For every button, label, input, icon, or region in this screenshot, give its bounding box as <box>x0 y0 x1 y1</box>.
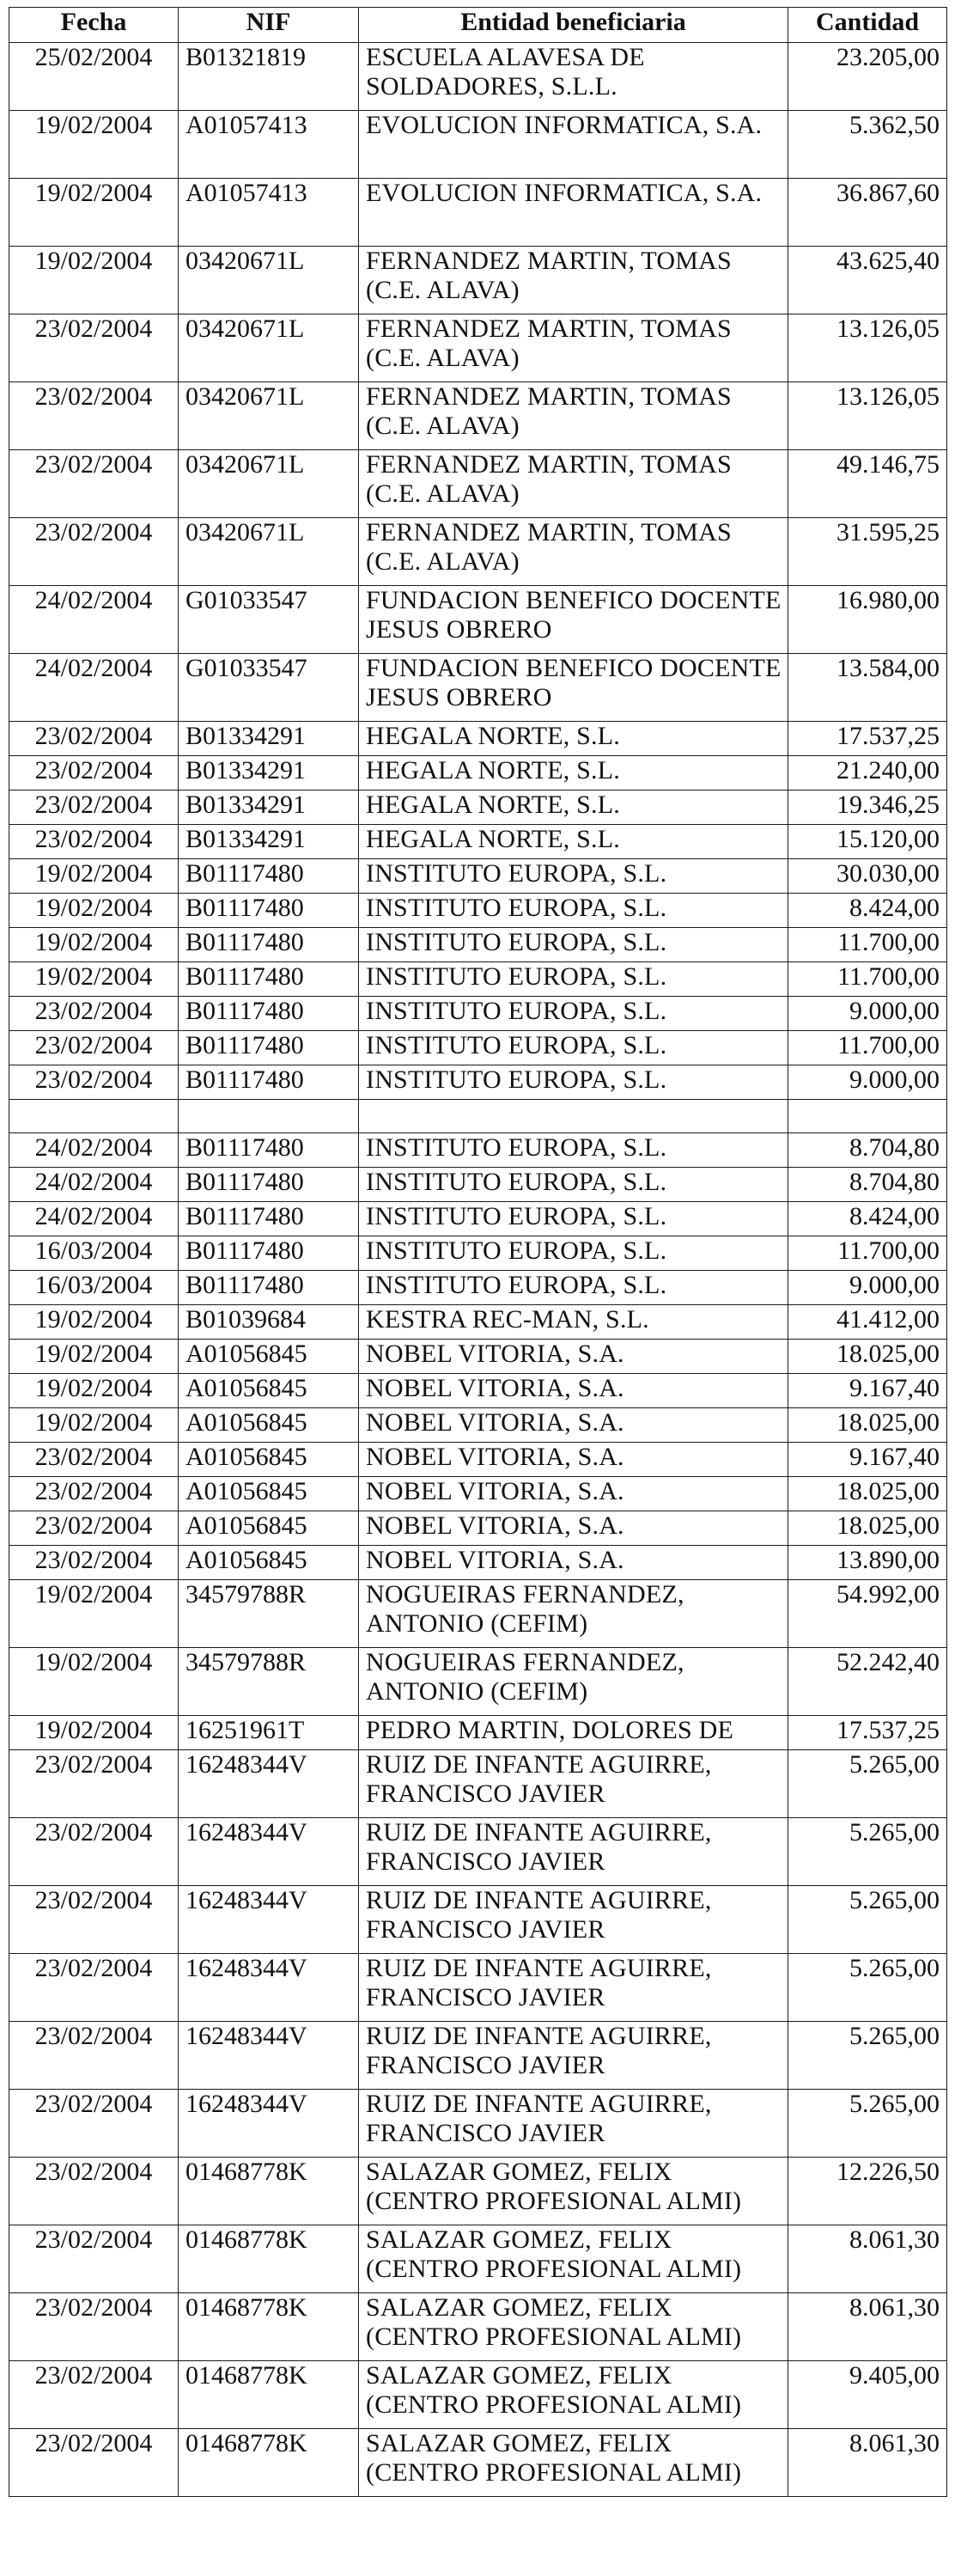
cell-cantidad: 31.595,25 <box>788 518 947 586</box>
cell-fecha <box>9 1100 179 1133</box>
cell-cantidad: 5.265,00 <box>788 2090 947 2158</box>
cell-fecha: 19/02/2004 <box>9 111 179 179</box>
cell-entidad: HEGALA NORTE, S.L. <box>359 756 788 791</box>
cell-cantidad: 11.700,00 <box>788 962 947 997</box>
cell-cantidad: 8.704,80 <box>788 1133 947 1168</box>
grants-table <box>9 7 947 2497</box>
cell-nif: 01468778K <box>179 2158 359 2225</box>
cell-nif: A01057413 <box>179 179 359 247</box>
cell-fecha: 24/02/2004 <box>9 654 179 722</box>
cell-nif: 01468778K <box>179 2361 359 2429</box>
table-row <box>9 1511 947 1546</box>
table-row <box>9 1065 947 1100</box>
cell-entidad: KESTRA REC-MAN, S.L. <box>359 1305 788 1340</box>
cell-nif: A01056845 <box>179 1511 359 1546</box>
cell-entidad: NOBEL VITORIA, S.A. <box>359 1443 788 1477</box>
cell-nif: A01056845 <box>179 1374 359 1408</box>
table-row <box>9 928 947 962</box>
table-header-row <box>9 8 947 43</box>
cell-entidad: FERNANDEZ MARTIN, TOMAS (C.E. ALAVA) <box>359 247 788 314</box>
table-row <box>9 1133 947 1168</box>
table-row <box>9 1886 947 1954</box>
table-row <box>9 1305 947 1340</box>
cell-entidad: FERNANDEZ MARTIN, TOMAS (C.E. ALAVA) <box>359 382 788 450</box>
cell-nif: 34579788R <box>179 1648 359 1716</box>
table-row <box>9 2090 947 2158</box>
cell-nif: G01033547 <box>179 654 359 722</box>
table-row <box>9 1580 947 1648</box>
cell-nif: 03420671L <box>179 382 359 450</box>
cell-cantidad: 9.000,00 <box>788 1065 947 1100</box>
cell-fecha: 23/02/2004 <box>9 1818 179 1886</box>
cell-entidad: RUIZ DE INFANTE AGUIRRE, FRANCISCO JAVIER <box>359 1954 788 2022</box>
cell-cantidad: 9.405,00 <box>788 2361 947 2429</box>
table-row <box>9 2225 947 2293</box>
table-row <box>9 654 947 722</box>
cell-nif: 34579788R <box>179 1580 359 1648</box>
cell-nif: 16251961T <box>179 1716 359 1750</box>
table-row <box>9 1374 947 1408</box>
cell-cantidad: 41.412,00 <box>788 1305 947 1340</box>
cell-fecha: 23/02/2004 <box>9 1886 179 1954</box>
cell-fecha: 23/02/2004 <box>9 314 179 382</box>
cell-nif: A01056845 <box>179 1546 359 1580</box>
cell-entidad: RUIZ DE INFANTE AGUIRRE, FRANCISCO JAVIER <box>359 1886 788 1954</box>
cell-cantidad: 5.265,00 <box>788 1954 947 2022</box>
cell-fecha: 23/02/2004 <box>9 1511 179 1546</box>
cell-nif: G01033547 <box>179 586 359 654</box>
cell-entidad <box>359 1100 788 1133</box>
cell-fecha: 19/02/2004 <box>9 1716 179 1750</box>
cell-fecha: 23/02/2004 <box>9 1477 179 1511</box>
cell-fecha: 23/02/2004 <box>9 2361 179 2429</box>
cell-entidad: INSTITUTO EUROPA, S.L. <box>359 928 788 962</box>
cell-fecha: 24/02/2004 <box>9 1133 179 1168</box>
cell-entidad: FUNDACION BENEFICO DOCENTE JESUS OBRERO <box>359 586 788 654</box>
cell-cantidad: 12.226,50 <box>788 2158 947 2225</box>
table-row <box>9 2361 947 2429</box>
cell-cantidad: 11.700,00 <box>788 1031 947 1065</box>
cell-cantidad: 19.346,25 <box>788 791 947 825</box>
cell-cantidad: 17.537,25 <box>788 1716 947 1750</box>
cell-fecha: 23/02/2004 <box>9 1750 179 1818</box>
cell-entidad: PEDRO MARTIN, DOLORES DE <box>359 1716 788 1750</box>
cell-cantidad: 13.126,05 <box>788 382 947 450</box>
cell-nif: B01321819 <box>179 43 359 111</box>
cell-nif: A01056845 <box>179 1408 359 1443</box>
table-row <box>9 111 947 179</box>
table-row <box>9 518 947 586</box>
cell-cantidad: 13.584,00 <box>788 654 947 722</box>
cell-nif <box>179 1100 359 1133</box>
cell-entidad: FERNANDEZ MARTIN, TOMAS (C.E. ALAVA) <box>359 518 788 586</box>
cell-entidad: SALAZAR GOMEZ, FELIX (CENTRO PROFESIONAL ALMI) <box>359 2225 788 2293</box>
cell-entidad: INSTITUTO EUROPA, S.L. <box>359 962 788 997</box>
cell-entidad: NOBEL VITORIA, S.A. <box>359 1511 788 1546</box>
cell-nif: B01117480 <box>179 1031 359 1065</box>
cell-fecha: 23/02/2004 <box>9 2293 179 2361</box>
cell-cantidad: 11.700,00 <box>788 928 947 962</box>
cell-fecha: 24/02/2004 <box>9 1202 179 1236</box>
cell-cantidad: 17.537,25 <box>788 722 947 756</box>
cell-fecha: 23/02/2004 <box>9 382 179 450</box>
cell-entidad: SALAZAR GOMEZ, FELIX (CENTRO PROFESIONAL ALMI) <box>359 2429 788 2497</box>
table-row <box>9 43 947 111</box>
table-row <box>9 179 947 247</box>
cell-entidad: ESCUELA ALAVESA DE SOLDADORES, S.L.L. <box>359 43 788 111</box>
cell-entidad: NOBEL VITORIA, S.A. <box>359 1374 788 1408</box>
table-row <box>9 586 947 654</box>
cell-cantidad: 5.265,00 <box>788 1818 947 1886</box>
cell-fecha: 19/02/2004 <box>9 859 179 894</box>
cell-entidad: FERNANDEZ MARTIN, TOMAS (C.E. ALAVA) <box>359 450 788 518</box>
table-row <box>9 997 947 1031</box>
table-row <box>9 1648 947 1716</box>
cell-fecha: 23/02/2004 <box>9 997 179 1031</box>
table-row <box>9 1408 947 1443</box>
cell-cantidad: 9.167,40 <box>788 1374 947 1408</box>
table-row <box>9 2293 947 2361</box>
table-row <box>9 1750 947 1818</box>
cell-nif: A01056845 <box>179 1477 359 1511</box>
cell-nif: 03420671L <box>179 518 359 586</box>
cell-cantidad: 16.980,00 <box>788 586 947 654</box>
cell-cantidad: 43.625,40 <box>788 247 947 314</box>
cell-cantidad: 30.030,00 <box>788 859 947 894</box>
cell-nif: 01468778K <box>179 2225 359 2293</box>
table-row <box>9 1271 947 1305</box>
cell-entidad: RUIZ DE INFANTE AGUIRRE, FRANCISCO JAVIER <box>359 2090 788 2158</box>
cell-cantidad: 18.025,00 <box>788 1511 947 1546</box>
table-row <box>9 1236 947 1271</box>
cell-nif: 03420671L <box>179 247 359 314</box>
cell-cantidad: 8.061,30 <box>788 2293 947 2361</box>
cell-nif: A01056845 <box>179 1443 359 1477</box>
cell-entidad: INSTITUTO EUROPA, S.L. <box>359 894 788 928</box>
cell-fecha: 16/03/2004 <box>9 1271 179 1305</box>
cell-nif: B01117480 <box>179 859 359 894</box>
table-row <box>9 1716 947 1750</box>
cell-fecha: 23/02/2004 <box>9 1443 179 1477</box>
table-row <box>9 1546 947 1580</box>
cell-nif: B01334291 <box>179 825 359 859</box>
cell-cantidad: 9.000,00 <box>788 997 947 1031</box>
cell-cantidad: 9.000,00 <box>788 1271 947 1305</box>
table-row <box>9 450 947 518</box>
cell-nif: B01117480 <box>179 997 359 1031</box>
cell-nif: B01039684 <box>179 1305 359 1340</box>
cell-entidad: INSTITUTO EUROPA, S.L. <box>359 1168 788 1202</box>
table-row <box>9 825 947 859</box>
cell-cantidad <box>788 1100 947 1133</box>
table-row <box>9 1340 947 1374</box>
cell-nif: 16248344V <box>179 1886 359 1954</box>
table-row <box>9 962 947 997</box>
cell-cantidad: 5.265,00 <box>788 2022 947 2090</box>
cell-entidad: HEGALA NORTE, S.L. <box>359 825 788 859</box>
cell-cantidad: 8.061,30 <box>788 2429 947 2497</box>
cell-entidad: EVOLUCION INFORMATICA, S.A. <box>359 111 788 179</box>
document-page <box>9 7 947 2497</box>
cell-fecha: 19/02/2004 <box>9 1408 179 1443</box>
table-row <box>9 791 947 825</box>
cell-cantidad: 54.992,00 <box>788 1580 947 1648</box>
cell-cantidad: 18.025,00 <box>788 1340 947 1374</box>
cell-entidad: RUIZ DE INFANTE AGUIRRE, FRANCISCO JAVIER <box>359 2022 788 2090</box>
cell-cantidad: 5.362,50 <box>788 111 947 179</box>
cell-entidad: SALAZAR GOMEZ, FELIX (CENTRO PROFESIONAL ALMI) <box>359 2293 788 2361</box>
cell-fecha: 19/02/2004 <box>9 179 179 247</box>
cell-fecha: 19/02/2004 <box>9 962 179 997</box>
cell-entidad: FUNDACION BENEFICO DOCENTE JESUS OBRERO <box>359 654 788 722</box>
cell-nif: B01334291 <box>179 756 359 791</box>
cell-entidad: SALAZAR GOMEZ, FELIX (CENTRO PROFESIONAL ALMI) <box>359 2361 788 2429</box>
cell-entidad: NOBEL VITORIA, S.A. <box>359 1477 788 1511</box>
cell-nif: 01468778K <box>179 2293 359 2361</box>
cell-entidad: HEGALA NORTE, S.L. <box>359 722 788 756</box>
table-row <box>9 1443 947 1477</box>
cell-fecha: 23/02/2004 <box>9 450 179 518</box>
cell-cantidad: 8.424,00 <box>788 894 947 928</box>
cell-cantidad: 13.126,05 <box>788 314 947 382</box>
cell-nif: B01117480 <box>179 1065 359 1100</box>
table-row <box>9 1477 947 1511</box>
cell-fecha: 24/02/2004 <box>9 1168 179 1202</box>
cell-nif: 16248344V <box>179 1818 359 1886</box>
table-row <box>9 1202 947 1236</box>
table-body <box>9 43 947 2497</box>
table-row <box>9 382 947 450</box>
cell-nif: B01117480 <box>179 1236 359 1271</box>
header-cantidad: Cantidad <box>788 8 947 43</box>
cell-nif: 16248344V <box>179 2022 359 2090</box>
cell-cantidad: 23.205,00 <box>788 43 947 111</box>
cell-fecha: 23/02/2004 <box>9 1065 179 1100</box>
cell-entidad: HEGALA NORTE, S.L. <box>359 791 788 825</box>
cell-nif: B01117480 <box>179 894 359 928</box>
cell-fecha: 23/02/2004 <box>9 1954 179 2022</box>
cell-nif: 16248344V <box>179 1750 359 1818</box>
cell-nif: A01057413 <box>179 111 359 179</box>
cell-fecha: 23/02/2004 <box>9 825 179 859</box>
cell-nif: B01117480 <box>179 1168 359 1202</box>
cell-nif: 01468778K <box>179 2429 359 2497</box>
table-row <box>9 2022 947 2090</box>
cell-nif: B01334291 <box>179 791 359 825</box>
cell-cantidad: 5.265,00 <box>788 1886 947 1954</box>
cell-cantidad: 18.025,00 <box>788 1477 947 1511</box>
cell-fecha: 23/02/2004 <box>9 1546 179 1580</box>
cell-fecha: 23/02/2004 <box>9 2090 179 2158</box>
cell-fecha: 25/02/2004 <box>9 43 179 111</box>
cell-entidad: RUIZ DE INFANTE AGUIRRE, FRANCISCO JAVIER <box>359 1750 788 1818</box>
cell-nif: 16248344V <box>179 1954 359 2022</box>
cell-cantidad: 36.867,60 <box>788 179 947 247</box>
table-row <box>9 859 947 894</box>
cell-fecha: 23/02/2004 <box>9 2225 179 2293</box>
cell-entidad: SALAZAR GOMEZ, FELIX (CENTRO PROFESIONAL ALMI) <box>359 2158 788 2225</box>
cell-entidad: NOBEL VITORIA, S.A. <box>359 1408 788 1443</box>
cell-cantidad: 15.120,00 <box>788 825 947 859</box>
cell-entidad: NOBEL VITORIA, S.A. <box>359 1340 788 1374</box>
cell-nif: B01117480 <box>179 928 359 962</box>
table-row <box>9 756 947 791</box>
cell-nif: B01117480 <box>179 1202 359 1236</box>
cell-entidad: NOBEL VITORIA, S.A. <box>359 1546 788 1580</box>
cell-entidad: RUIZ DE INFANTE AGUIRRE, FRANCISCO JAVIER <box>359 1818 788 1886</box>
header-entidad: Entidad beneficiaria <box>359 8 788 43</box>
header-nif: NIF <box>179 8 359 43</box>
header-fecha: Fecha <box>9 8 179 43</box>
cell-fecha: 19/02/2004 <box>9 928 179 962</box>
cell-cantidad: 49.146,75 <box>788 450 947 518</box>
cell-entidad: INSTITUTO EUROPA, S.L. <box>359 1236 788 1271</box>
cell-entidad: INSTITUTO EUROPA, S.L. <box>359 1031 788 1065</box>
cell-fecha: 19/02/2004 <box>9 247 179 314</box>
cell-cantidad: 8.424,00 <box>788 1202 947 1236</box>
table-row <box>9 314 947 382</box>
cell-fecha: 19/02/2004 <box>9 1580 179 1648</box>
cell-cantidad: 18.025,00 <box>788 1408 947 1443</box>
cell-fecha: 16/03/2004 <box>9 1236 179 1271</box>
cell-fecha: 23/02/2004 <box>9 791 179 825</box>
cell-nif: B01117480 <box>179 1133 359 1168</box>
table-row <box>9 894 947 928</box>
cell-fecha: 23/02/2004 <box>9 722 179 756</box>
cell-entidad: FERNANDEZ MARTIN, TOMAS (C.E. ALAVA) <box>359 314 788 382</box>
cell-fecha: 23/02/2004 <box>9 2158 179 2225</box>
cell-entidad: EVOLUCION INFORMATICA, S.A. <box>359 179 788 247</box>
cell-nif: 03420671L <box>179 450 359 518</box>
cell-cantidad: 9.167,40 <box>788 1443 947 1477</box>
cell-nif: B01334291 <box>179 722 359 756</box>
table-row <box>9 2429 947 2497</box>
cell-nif: 03420671L <box>179 314 359 382</box>
cell-fecha: 23/02/2004 <box>9 756 179 791</box>
cell-cantidad: 5.265,00 <box>788 1750 947 1818</box>
table-row <box>9 1031 947 1065</box>
cell-cantidad: 13.890,00 <box>788 1546 947 1580</box>
cell-nif: A01056845 <box>179 1340 359 1374</box>
cell-cantidad: 21.240,00 <box>788 756 947 791</box>
table-row <box>9 247 947 314</box>
cell-cantidad: 11.700,00 <box>788 1236 947 1271</box>
cell-entidad: INSTITUTO EUROPA, S.L. <box>359 859 788 894</box>
cell-fecha: 19/02/2004 <box>9 1340 179 1374</box>
cell-entidad: NOGUEIRAS FERNANDEZ, ANTONIO (CEFIM) <box>359 1580 788 1648</box>
cell-cantidad: 8.061,30 <box>788 2225 947 2293</box>
table-row <box>9 1818 947 1886</box>
cell-nif: B01117480 <box>179 962 359 997</box>
cell-nif: 16248344V <box>179 2090 359 2158</box>
cell-entidad: INSTITUTO EUROPA, S.L. <box>359 1202 788 1236</box>
cell-fecha: 19/02/2004 <box>9 1305 179 1340</box>
cell-entidad: NOGUEIRAS FERNANDEZ, ANTONIO (CEFIM) <box>359 1648 788 1716</box>
cell-fecha: 23/02/2004 <box>9 518 179 586</box>
cell-entidad: INSTITUTO EUROPA, S.L. <box>359 997 788 1031</box>
cell-fecha: 19/02/2004 <box>9 1648 179 1716</box>
cell-fecha: 19/02/2004 <box>9 894 179 928</box>
table-row <box>9 1168 947 1202</box>
cell-fecha: 23/02/2004 <box>9 2022 179 2090</box>
cell-cantidad: 52.242,40 <box>788 1648 947 1716</box>
table-row-blank <box>9 1100 947 1133</box>
cell-entidad: INSTITUTO EUROPA, S.L. <box>359 1271 788 1305</box>
cell-fecha: 24/02/2004 <box>9 586 179 654</box>
cell-fecha: 19/02/2004 <box>9 1374 179 1408</box>
cell-entidad: INSTITUTO EUROPA, S.L. <box>359 1065 788 1100</box>
cell-fecha: 23/02/2004 <box>9 1031 179 1065</box>
cell-fecha: 23/02/2004 <box>9 2429 179 2497</box>
table-row <box>9 722 947 756</box>
cell-cantidad: 8.704,80 <box>788 1168 947 1202</box>
table-row <box>9 2158 947 2225</box>
table-row <box>9 1954 947 2022</box>
cell-entidad: INSTITUTO EUROPA, S.L. <box>359 1133 788 1168</box>
cell-nif: B01117480 <box>179 1271 359 1305</box>
